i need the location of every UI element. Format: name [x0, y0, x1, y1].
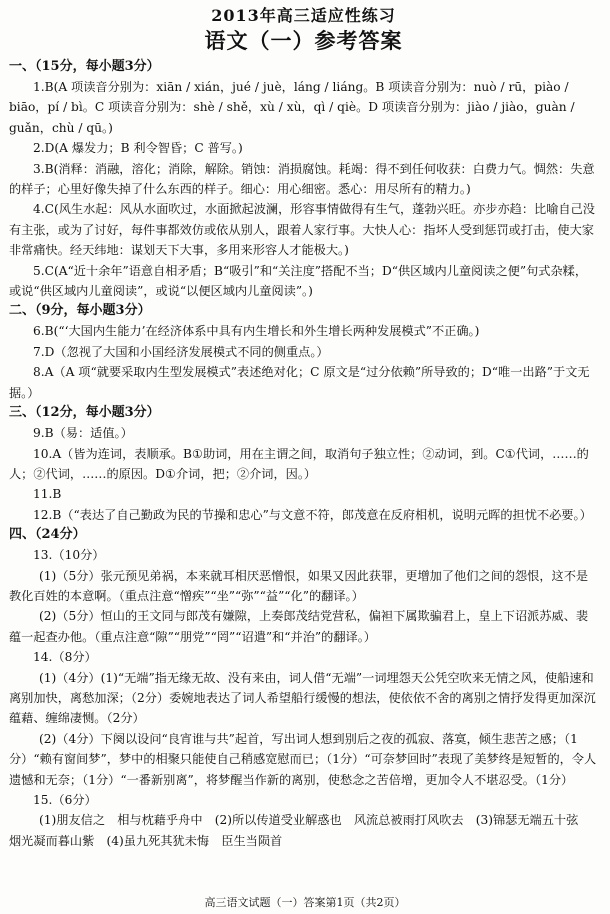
section-2: [9, 301, 598, 403]
section-heading: 一、（15分，每小题3分）: [9, 59, 160, 74]
answer-item: 3.B(消释：消融，溶化；消除，解除。销蚀：消损腐蚀。耗竭：得不到任何收获：白费力气。惆然：失意的样子；心里好像失掉了什么东西的样子。细心：用心细密。悉心：用尽所有的精力。): [9, 161, 595, 197]
answer-item: (2)（4分）下阕以设问“良宵谁与共”起首，写出词人想到别后之夜的孤寂、落寞，倾生悲苦之感；（1分）“赖有窗间梦”，梦中的相聚只能使自己稍感宽慰而已；（1分）“可奈梦回时”表现了美梦终是短暂的，令人遗憾和无奈；（1分）“一番新别离”，将梦醒当作新的离别，使愁念之苦倍增，更加令人不堪忍受。（1分）: [9, 731, 597, 787]
answer-item: (1)（4分）(1)“无端”指无缘无故、没有来由，词人借“无端”一词埋怨天公凭空吹来无情之风，使船速和离别加快，离愁加深；（2分）委婉地表达了词人希望船行缓慢的想法，使依依不舍的离别之情抒发得更加深沉蕴藉、缠绵凄恻。（2分）: [9, 670, 596, 726]
section-3: [9, 403, 598, 525]
answer-item: 4.C(风生水起：风从水面吹过，水面掀起波澜，形容事情做得有生气，蓬勃兴旺。亦步亦趋：比喻自己没有主张，或为了讨好，每件事都效仿或依从别人，跟着人家行事。大快人心：指坏人受到惩罚或打击，使大家非常痛快。经天纬地：谋划天下大事，多用来形容人才能极大。): [9, 202, 595, 258]
section-heading: 三、（12分，每小题3分）: [9, 405, 160, 421]
answer-item: (1)（5分）张元预见弟祸，本来就耳相厌恶憎恨，如果又因此获罪，更增加了他们之间的怨恨，这不是教化百姓的本意啊。（重点注意“憎疾”“坐”“弥”“益”“化”的翻译。）: [9, 568, 589, 603]
section-heading: 四、（24分）: [9, 527, 86, 543]
answer-item: 10.A（皆为连词，表顺承。B①助词，用在主谓之间，取消句子独立性；②动词，到。C①代词，……的人；②代词，……的原因。D①介词，把；②介词，因。）: [9, 446, 589, 481]
section-4: [9, 525, 598, 851]
answer-item: 5.C(A“近十余年”语意自相矛盾；B“吸引”和“关注度”搭配不当；D“供区域内儿童阅读之便”句式杂糅，或说“供区域内儿童阅读”，或说“以便区域内儿童阅读”。): [9, 263, 588, 299]
page-subtitle: 语文（一）参考答案: [204, 28, 403, 53]
answer-item: 1.B(A 项读音分别为：xiān / xián，jué / juè，láng / liáng。B 项读音分别为：nuò / rū，piào / biāo，pí / bì。C 项读音分别为：shè / shě，xù / xù，qì / qiè。D 项读音分别为：jiào / jiào，guàn / guǎn，chù / qū。): [9, 80, 575, 135]
page-footer: 高三语文试题（一）答案第1页（共2页）: [204, 896, 406, 909]
answer-item: 15.（6分）: [33, 793, 97, 807]
answer-item: 11.B: [33, 487, 62, 502]
answer-item: 8.A（A 项“就要采取内生型发展模式”表述绝对化；C 原文是“过分依赖”所导致的；D“唯一出路”于文无据。）: [9, 365, 590, 400]
answer-item: 6.B(“‘大国内生能力’在经济体系中具有内生增长和外生增长两种发展模式”不正确。): [33, 324, 480, 339]
answer-item: (2)（5分）恒山的王文同与郎茂有嫌隙，上奏郎茂结党营私，偏袒下属欺骗君上，皇上下诏派苏威、裴蕴一起查办他。（重点注意“隙”“朋党”“罔”“诏遣”和“并治”的翻译。）: [9, 609, 589, 644]
page-title: 2013年高三适应性练习: [211, 6, 396, 25]
answer-item: 12.B（“表达了自己勤政为民的节操和忠心”与文意不符，郎茂意在反府相机，说明元晖的担忧不必要。）: [33, 507, 592, 522]
answer-item: 13.（10分）: [33, 548, 105, 563]
answer-item: 9.B（易：适值。）: [33, 426, 133, 441]
section-heading: 二、（9分，每小题3分）: [9, 303, 151, 319]
answer-item: 14.（8分）: [33, 650, 97, 665]
section-1: [9, 57, 598, 301]
answer-item: 2.D(A 爆发力；B 利令智昏；C 普写。): [33, 141, 243, 156]
answer-item: (1)朋友信之 相与枕藉乎舟中 (2)所以传道受业解惑也 风流总被雨打风吹去 (3)锦瑟无端五十弦 烟光凝而暮山紫 (4)虽九死其犹未悔 臣生当陨首: [9, 813, 591, 848]
answer-item: 7.D（忽视了大国和小国经济发展模式不同的侧重点。）: [33, 344, 329, 359]
